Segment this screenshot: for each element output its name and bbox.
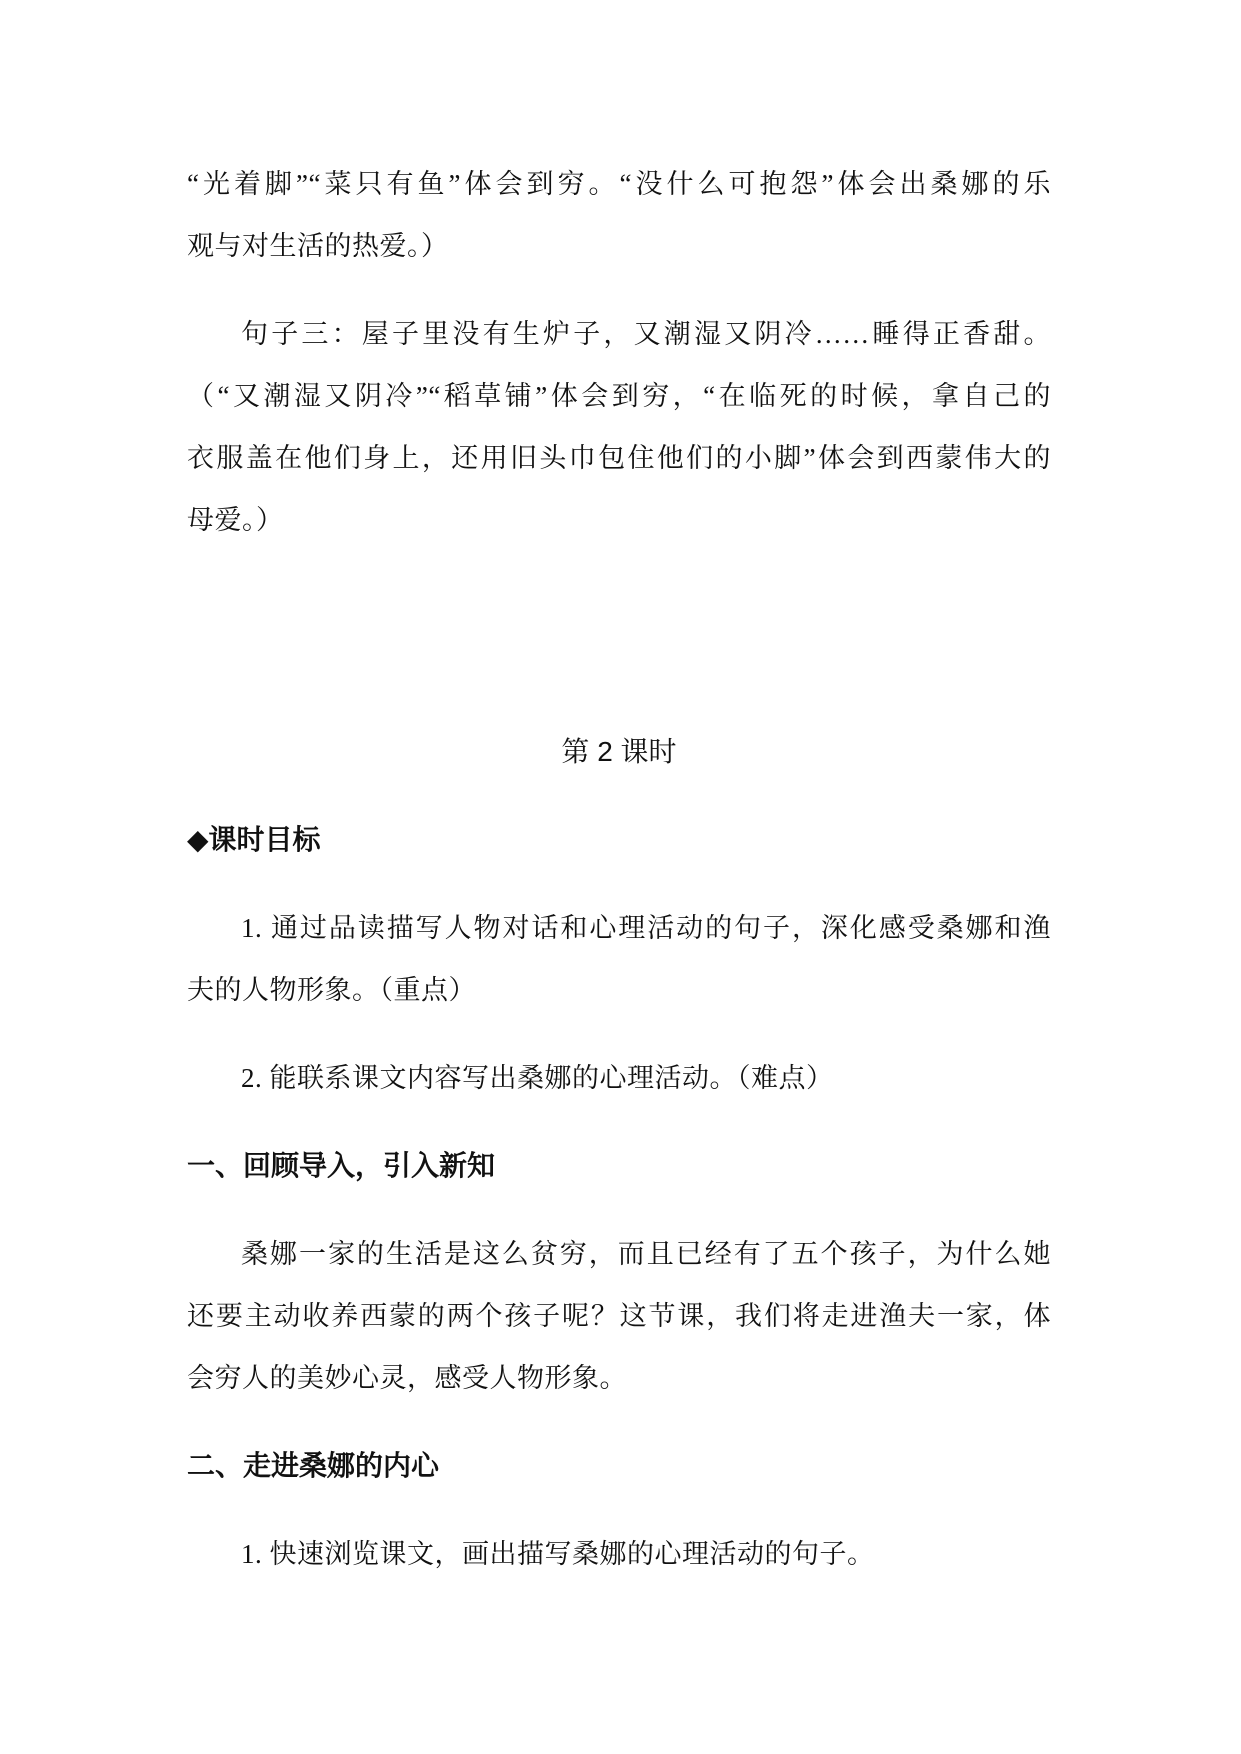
text-line: 还要主动收养西蒙的两个孩子呢？这节课，我们将走进渔夫一家，体 [187, 1301, 1051, 1331]
text-line: 衣服盖在他们身上，还用旧头巾包住他们的小脚”体会到西蒙伟大的 [187, 443, 1051, 473]
section-heading-1: 一、回顾导入，引入新知 [187, 1150, 496, 1181]
text-line: 母爱。） [187, 505, 284, 535]
text-line: 会穷人的美妙心灵，感受人物形象。 [187, 1363, 627, 1393]
lesson-goals-heading: ◆课时目标 [187, 824, 321, 855]
text-line: 桑娜一家的生活是这么贫穷，而且已经有了五个孩子，为什么她 [241, 1239, 1051, 1269]
text-line: 1. 快速浏览课文，画出描写桑娜的心理活动的句子。 [241, 1539, 875, 1569]
paragraph-intro [187, 1223, 1051, 1409]
text-line: 2. 能联系课文内容写出桑娜的心理活动。（难点） [241, 1063, 834, 1093]
text-line: 句子三：屋子里没有生炉子，又潮湿又阴冷……睡得正香甜。 [241, 319, 1051, 349]
paragraph-task-1 [187, 1523, 1051, 1585]
text-line: （“又潮湿又阴冷”“稻草铺”体会到穷，“在临死的时候，拿自己的 [187, 381, 1051, 411]
paragraph-goal-2 [187, 1047, 1051, 1109]
text-line: “光着脚”“菜只有鱼”体会到穷。“没什么可抱怨”体会出桑娜的乐 [187, 169, 1051, 199]
section-heading-2: 二、走进桑娜的内心 [187, 1450, 440, 1481]
text-line: 夫的人物形象。（重点） [187, 975, 476, 1005]
section-break-spacer [187, 577, 1051, 721]
paragraph-analysis-sentence2 [187, 153, 1051, 277]
document-body [187, 153, 1051, 1611]
paragraph-goal-1 [187, 897, 1051, 1021]
lesson-period-heading: 第 2 课时 [561, 736, 677, 767]
text-line: 观与对生活的热爱。） [187, 231, 449, 261]
paragraph-analysis-sentence3 [187, 303, 1051, 551]
text-line: 1. 通过品读描写人物对话和心理活动的句子，深化感受桑娜和渔 [241, 913, 1051, 943]
